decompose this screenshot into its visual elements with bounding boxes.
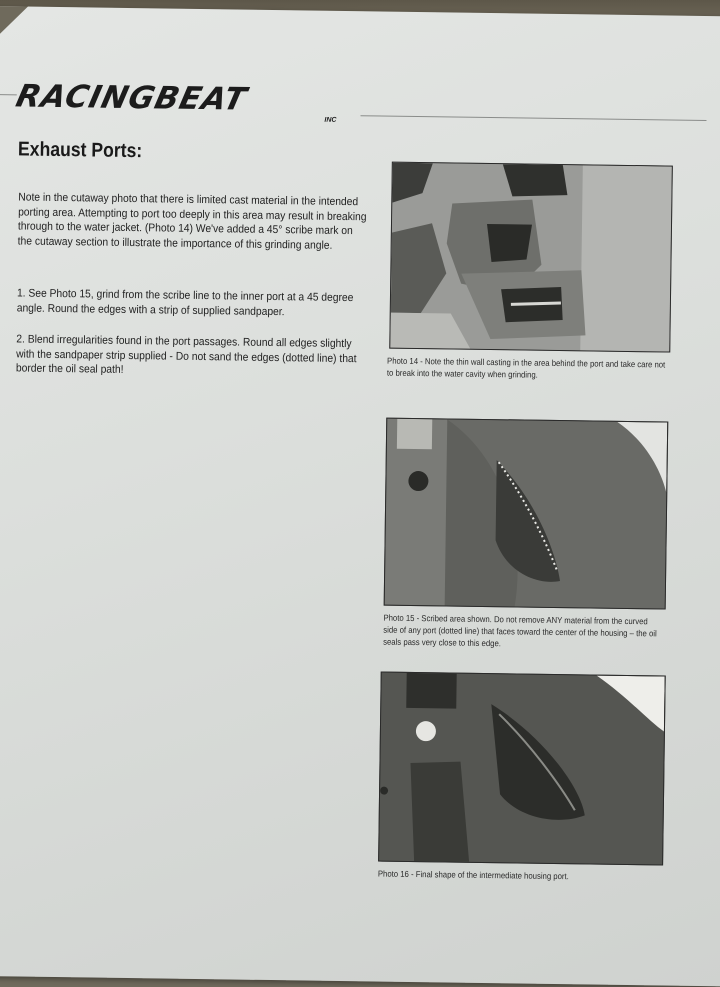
photo-16-caption: Photo 16 - Final shape of the intermediate housing port. [377, 868, 569, 882]
page-corner-fold [0, 6, 28, 47]
intro-paragraph: Note in the cutaway photo that there is limited cast material in the intended porting area. Attempting to port too deeply in this area may result in breaking through to the water jacket. (Photo 14) We've added a 45° scribe mark on the cutaway section to illustrate the importance of this grinding angle. [17, 191, 367, 252]
step-1-paragraph: 1. See Photo 15, grind from the scribe line to the inner port at a 45 degree angle. Round the edges with a strip of supplied sandpaper. [16, 287, 354, 318]
photo-14-caption: Photo 14 - Note the thin wall casting in the area behind the port and take care not to break into the water cavity when grinding. [386, 355, 666, 380]
section-heading: Exhaust Ports: [17, 138, 143, 163]
photo-14-cutaway [389, 162, 673, 353]
photo-15-caption: Photo 15 - Scribed area shown. Do not remove ANY material from the curved side of any port (dotted line) that faces toward the center of the housing – the oil seals pass very close to this edge. [383, 612, 657, 649]
photo-16-final-port [378, 672, 666, 866]
brand-logo: RACINGBEAT [12, 78, 251, 118]
step-2-paragraph: 2. Blend irregularities found in the port passages. Round all edges slightly with the sandpaper strip supplied - Do not sand the edges (dotted line) that border the oil seal path! [15, 333, 357, 377]
manual-page [0, 6, 720, 987]
header-rule-right [360, 115, 706, 121]
brand-logo-suffix: INC [324, 116, 337, 124]
header-rule-left [0, 94, 17, 95]
photo-15-scribed-area [384, 418, 669, 610]
